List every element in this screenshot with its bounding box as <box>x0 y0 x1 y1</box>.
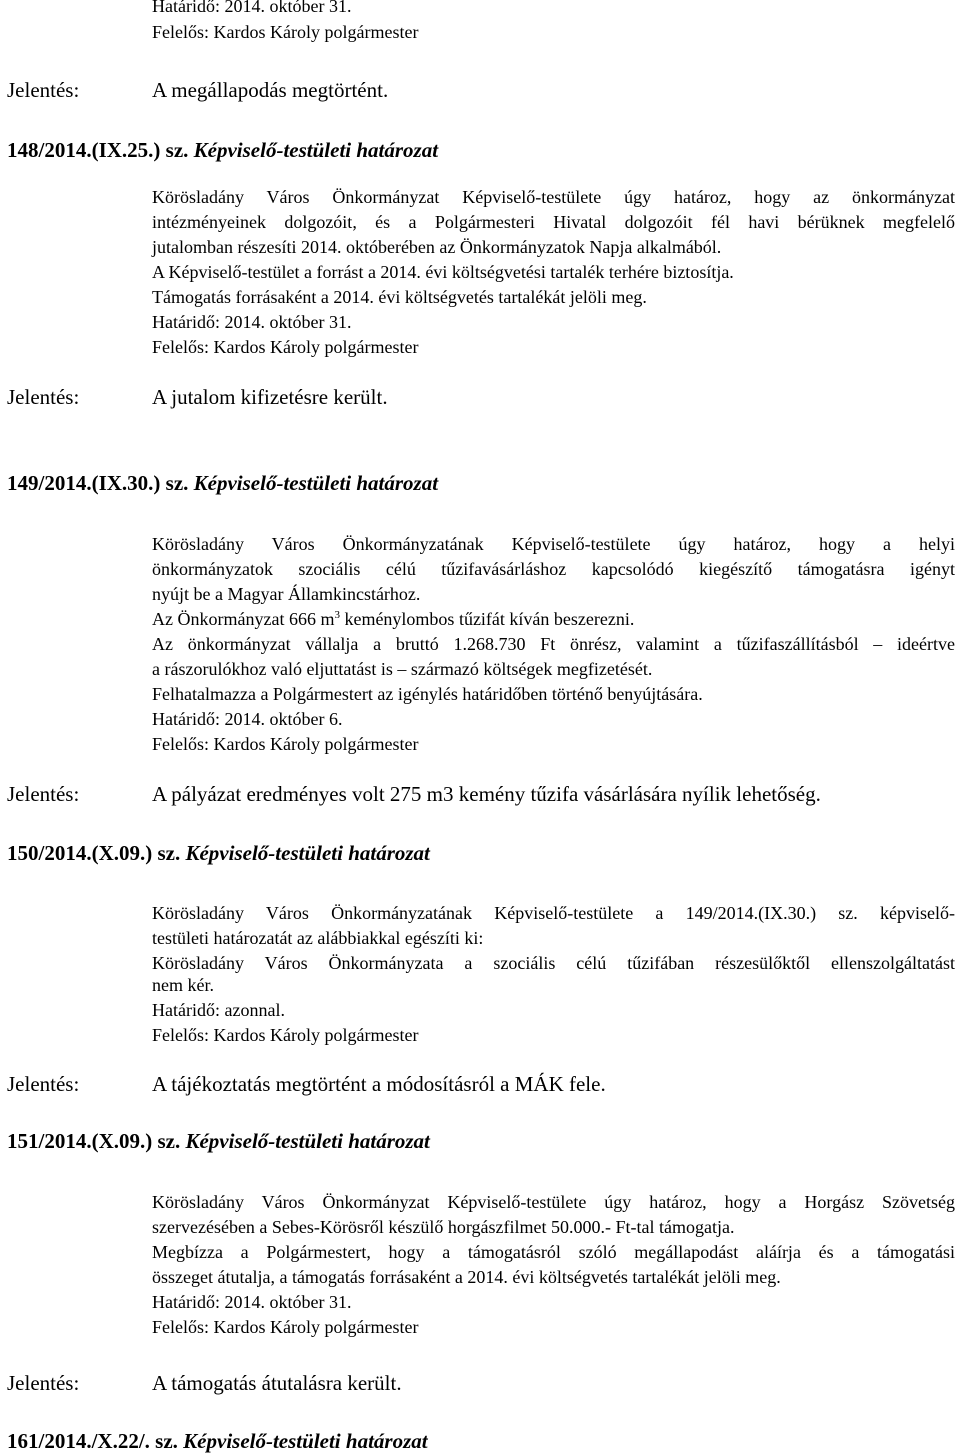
responsible-line: Felelős: Kardos Károly polgármester <box>152 1025 419 1045</box>
resolution-title: Képviselő-testületi határozat <box>185 841 430 865</box>
deadline-line: Határidő: 2014. október 6. <box>152 709 343 729</box>
body-line: önkormányzatok szociális célú tűzifavásárláshoz kapcsolódó kiegészítő támogatásra igényt <box>152 559 955 579</box>
report-text: A támogatás átutalásra került. <box>152 1371 402 1395</box>
responsible-line: Felelős: Kardos Károly polgármester <box>152 734 419 754</box>
body-line: Felhatalmazza a Polgármestert az igénylés határidőben történő benyújtására. <box>152 684 703 704</box>
body-line: nem kér. <box>152 975 214 995</box>
body-line: Megbízza a Polgármestert, hogy a támogatásról szóló megállapodást aláírja és a támogatási <box>152 1242 955 1262</box>
report-text: A megállapodás megtörtént. <box>152 78 389 102</box>
resolution-heading-151 <box>7 1128 430 1154</box>
resolution-title: Képviselő-testületi határozat <box>193 471 439 495</box>
deadline-line: Határidő: 2014. október 31. <box>152 312 352 332</box>
responsible-line: Felelős: Kardos Károly polgármester <box>152 337 419 357</box>
resolution-number: 161/2014./X.22/. sz. <box>7 1429 178 1453</box>
report-label: Jelentés: <box>7 782 80 806</box>
body-line: Körösladány Város Önkormányzat Képviselő-testülete úgy határoz, hogy az önkormányzat <box>152 187 955 207</box>
resolution-number: 148/2014.(IX.25.) sz. <box>7 138 189 162</box>
body-line: Az önkormányzat vállalja a bruttó 1.268.730 Ft önrész, valamint a tűzifaszállításból – ideértve <box>152 634 955 654</box>
resolution-heading-150 <box>7 840 430 866</box>
resolution-number: 151/2014.(X.09.) sz. <box>7 1129 181 1153</box>
body-line: Támogatás forrásaként a 2014. évi költségvetés tartalékát jelöli meg. <box>152 287 647 307</box>
resolution-title: Képviselő-testületi határozat <box>193 138 439 162</box>
deadline-line: Határidő: 2014. október 31. <box>152 0 352 16</box>
body-line: nyújt be a Magyar Államkincstárhoz. <box>152 584 421 604</box>
body-line: Körösladány Város Önkormányzat Képviselő-testülete úgy határoz, hogy a Horgász Szövetség <box>152 1192 955 1212</box>
deadline-line: Határidő: azonnal. <box>152 1000 285 1020</box>
body-line: a rászorulókhoz való eljuttatást is – származó költségek megfizetését. <box>152 659 653 679</box>
resolution-heading-148 <box>7 137 438 163</box>
report-text: A tájékoztatás megtörtént a módosításról a MÁK fele. <box>152 1072 606 1096</box>
body-line: szervezésében a Sebes-Körösről készülő horgászfilmet 50.000.- Ft-tal támogatja. <box>152 1217 735 1237</box>
report-label: Jelentés: <box>7 1371 80 1395</box>
body-line: Körösladány Város Önkormányzata a szociális célú tűzifában részesülőktől ellenszolgáltatást <box>152 953 955 973</box>
body-line: A Képviselő-testület a forrást a 2014. évi költségvetési tartalék terhére biztosítja. <box>152 262 734 282</box>
resolution-heading-149 <box>7 470 438 496</box>
report-label: Jelentés: <box>7 78 80 102</box>
body-line: Körösladány Város Önkormányzatának Képviselő-testülete úgy határoz, hogy a helyi <box>152 534 955 554</box>
resolution-number: 150/2014.(X.09.) sz. <box>7 841 181 865</box>
responsible-line: Felelős: Kardos Károly polgármester <box>152 22 419 42</box>
body-line: jutalomban részesíti 2014. októberében az Önkormányzatok Napja alkalmából. <box>152 237 722 257</box>
report-label: Jelentés: <box>7 385 80 409</box>
body-line: intézményeinek dolgozóit, és a Polgármesteri Hivatal dolgozóit fél havi bérüknek megfelelő <box>152 212 955 232</box>
resolution-title: Képviselő-testületi határozat <box>183 1429 428 1453</box>
body-line: Körösladány Város Önkormányzatának Képviselő-testülete a 149/2014.(IX.30.) sz. képviselő- <box>152 903 955 923</box>
resolution-number: 149/2014.(IX.30.) sz. <box>7 471 189 495</box>
resolution-title: Képviselő-testületi határozat <box>185 1129 430 1153</box>
report-label: Jelentés: <box>7 1072 80 1096</box>
body-line: összeget átutalja, a támogatás forrásaként a 2014. évi költségvetés tartalékát jelöli meg. <box>152 1267 781 1287</box>
report-text: A pályázat eredményes volt 275 m3 kemény tűzifa vásárlására nyílik lehetőség. <box>152 782 821 806</box>
deadline-line: Határidő: 2014. október 31. <box>152 1292 352 1312</box>
body-line: Az Önkormányzat 666 $m^3$ keménylombos tűzifát kíván beszerezni. <box>152 609 635 629</box>
responsible-line: Felelős: Kardos Károly polgármester <box>152 1317 419 1337</box>
resolution-heading-161 <box>7 1428 428 1454</box>
body-line: testületi határozatát az alábbiakkal egészíti ki: <box>152 928 484 948</box>
report-text: A jutalom kifizetésre került. <box>152 385 388 409</box>
